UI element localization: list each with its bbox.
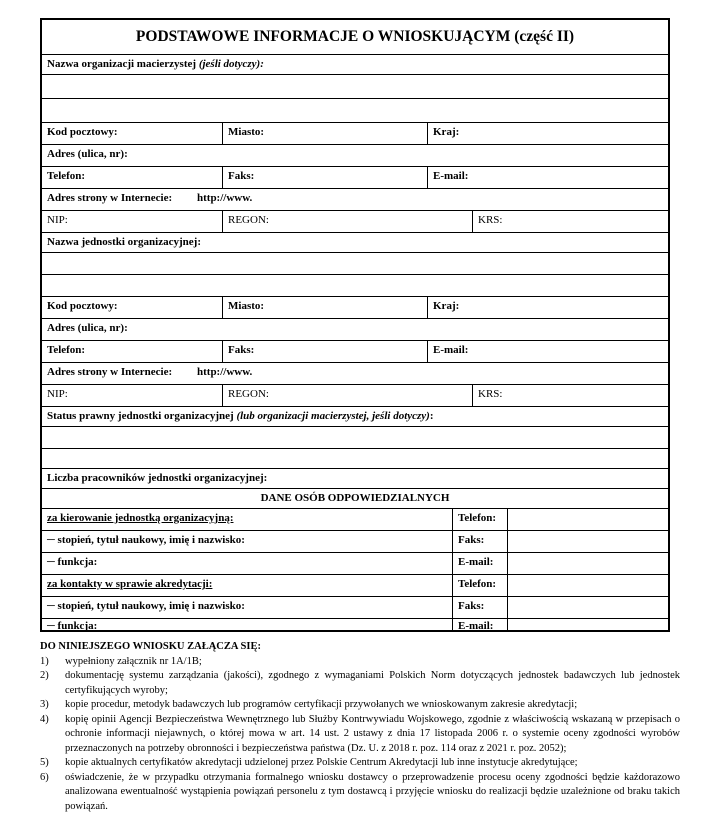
- parent-address-row: [42, 144, 668, 166]
- responsible-header: DANE OSÓB ODPOWIEDZIALNYCH: [260, 492, 450, 504]
- attachments-list: [40, 655, 680, 815]
- management-fax-field[interactable]: [507, 531, 668, 552]
- contact-email-label: E-mail:: [452, 617, 507, 630]
- attachment-number: 5): [40, 757, 49, 768]
- attachment-item: [40, 771, 680, 815]
- contact-phone-label: Telefon:: [452, 575, 507, 596]
- applicant-info-form: [40, 18, 670, 632]
- contact-fax-field[interactable]: [507, 597, 668, 618]
- parent-regon-field[interactable]: REGON:: [222, 211, 472, 232]
- unit-website-field[interactable]: http://www.: [197, 366, 253, 378]
- parent-krs-field[interactable]: KRS:: [472, 211, 668, 232]
- legal-status-field-1[interactable]: [42, 426, 668, 448]
- attachment-text: wypełniony załącznik nr 1A/1B;: [65, 655, 202, 667]
- contact-function-row: [42, 618, 668, 630]
- attachment-item: [40, 698, 680, 713]
- unit-regon-field[interactable]: REGON:: [222, 385, 472, 406]
- contact-phone-field[interactable]: [507, 575, 668, 596]
- parent-postal-code-field[interactable]: Kod pocztowy:: [47, 126, 118, 138]
- unit-fax-field[interactable]: Faks:: [222, 341, 427, 362]
- contact-heading: za kontakty w sprawie akredytacji:: [47, 578, 213, 590]
- parent-fax-field[interactable]: Faks:: [222, 167, 427, 188]
- contact-degree-field[interactable]: ─ stopień, tytuł naukowy, imię i nazwisko:: [47, 600, 245, 612]
- parent-city-field[interactable]: Miasto:: [222, 123, 427, 144]
- parent-org-name-field-1[interactable]: [42, 74, 668, 98]
- employees-row: [42, 468, 668, 488]
- parent-org-name-row: [42, 54, 668, 74]
- attachments-heading: DO NINIEJSZEGO WNIOSKU ZAŁĄCZA SIĘ:: [40, 641, 261, 652]
- legal-status-label: Status prawny jednostki organizacyjnej (lub organizacji macierzystej, jeśli dotyczy):: [47, 410, 434, 422]
- attachment-text: kopie aktualnych certyfikatów akredytacji udzielonej przez Polskie Centrum Akredytacji lub inne instytucje akredytujące;: [65, 757, 578, 768]
- attachment-number: 3): [40, 699, 49, 710]
- legal-status-row: [42, 406, 668, 426]
- unit-name-label: Nazwa jednostki organizacyjnej:: [47, 236, 201, 248]
- management-phone-field[interactable]: [507, 509, 668, 530]
- management-heading-row: [42, 508, 668, 530]
- contact-function-field[interactable]: ─ funkcja:: [47, 620, 98, 630]
- unit-postal-code-field[interactable]: Kod pocztowy:: [47, 300, 118, 312]
- contact-fax-label: Faks:: [452, 597, 507, 618]
- attachment-item: [40, 756, 680, 771]
- attachment-text: oświadczenie, że w przypadku otrzymania formalnego wniosku dostawcy o przeprowadzenie procesu oceny zgodności będzie każdorazowo analizowana ewentualność wystąpienia powiązań personelu z tym dostawcą i przyjęcie wniosku do realizacji będzie uzależnione od braku takich powiązań.: [65, 771, 680, 812]
- legal-status-field-2[interactable]: [42, 448, 668, 468]
- management-email-field[interactable]: [507, 553, 668, 574]
- parent-address-field[interactable]: Adres (ulica, nr):: [47, 148, 128, 160]
- attachment-text: kopie procedur, metodyk badawczych lub programów certyfikacji przywołanych we wnioskowanym zakresie akredytacji;: [65, 699, 578, 710]
- contact-heading-row: [42, 574, 668, 596]
- parent-website-label: Adres strony w Internecie:: [47, 192, 173, 204]
- employees-field[interactable]: Liczba pracowników jednostki organizacyjnej:: [47, 472, 268, 484]
- unit-registry-row: [42, 384, 668, 406]
- management-function-field[interactable]: ─ funkcja:: [47, 556, 98, 568]
- responsible-header-row: [42, 488, 668, 508]
- unit-email-field[interactable]: E-mail:: [427, 341, 668, 362]
- unit-address-field[interactable]: Adres (ulica, nr):: [47, 322, 128, 334]
- parent-phone-field[interactable]: Telefon:: [47, 170, 86, 182]
- contact-email-field[interactable]: [507, 619, 668, 630]
- attachments-section: [40, 640, 680, 814]
- parent-contact-row: [42, 166, 668, 188]
- contact-degree-row: [42, 596, 668, 618]
- unit-country-field[interactable]: Kraj:: [427, 297, 668, 318]
- attachment-number: 4): [40, 713, 49, 725]
- management-phone-label: Telefon:: [452, 509, 507, 530]
- parent-nip-field[interactable]: NIP:: [47, 214, 68, 226]
- parent-org-name-label: Nazwa organizacji macierzystej (jeśli dotyczy):: [47, 58, 264, 70]
- unit-contact-row: [42, 340, 668, 362]
- attachment-text: dokumentację systemu zarządzania (jakości), zgodnego z wymaganiami Polskich Norm dotyczących jednostek badawczych lub jednostek certyfikujących wyroby;: [65, 670, 680, 696]
- management-heading: za kierowanie jednostką organizacyjną:: [47, 512, 234, 524]
- parent-registry-row: [42, 210, 668, 232]
- attachment-item: [40, 669, 680, 698]
- unit-phone-field[interactable]: Telefon:: [47, 344, 86, 356]
- parent-org-location-row: [42, 122, 668, 144]
- unit-krs-field[interactable]: KRS:: [472, 385, 668, 406]
- unit-address-row: [42, 318, 668, 340]
- unit-website-row: [42, 362, 668, 384]
- attachment-number: 2): [40, 670, 49, 681]
- attachment-text: kopię opinii Agencji Bezpieczeństwa Wewnętrznego lub Służby Kontrwywiadu Wojskowego, zgodnie z właściwością wskazaną w przepisach o ochronie informacji niejawnych, o której mowa w art. 14 ust. 2 ustawy z dnia 17 listopada 2006 r. o systemie oceny zgodności wyrobów przeznaczonych na potrzeby obronności i bezpieczeństwa państwa (Dz. U. z 2018 r. poz. 114 oraz z 2021 r. poz. 2052);: [65, 713, 680, 754]
- unit-name-field-1[interactable]: [42, 252, 668, 274]
- unit-name-row: [42, 232, 668, 252]
- parent-org-name-field-2[interactable]: [42, 98, 668, 122]
- unit-city-field[interactable]: Miasto:: [222, 297, 427, 318]
- unit-nip-field[interactable]: NIP:: [47, 388, 68, 400]
- management-fax-label: Faks:: [452, 531, 507, 552]
- form-title: PODSTAWOWE INFORMACJE O WNIOSKUJĄCYM (część II): [135, 28, 575, 45]
- management-function-row: [42, 552, 668, 574]
- attachment-number: 6): [40, 771, 49, 783]
- management-degree-row: [42, 530, 668, 552]
- unit-location-row: [42, 296, 668, 318]
- management-degree-field[interactable]: ─ stopień, tytuł naukowy, imię i nazwisko:: [47, 534, 245, 546]
- parent-website-row: [42, 188, 668, 210]
- parent-website-field[interactable]: http://www.: [197, 192, 253, 204]
- parent-email-field[interactable]: E-mail:: [427, 167, 668, 188]
- attachment-item: [40, 655, 680, 670]
- attachment-number: 1): [40, 655, 49, 667]
- attachment-item: [40, 713, 680, 757]
- unit-name-field-2[interactable]: [42, 274, 668, 296]
- management-email-label: E-mail:: [452, 553, 507, 574]
- unit-website-label: Adres strony w Internecie:: [47, 366, 173, 378]
- parent-country-field[interactable]: Kraj:: [427, 123, 668, 144]
